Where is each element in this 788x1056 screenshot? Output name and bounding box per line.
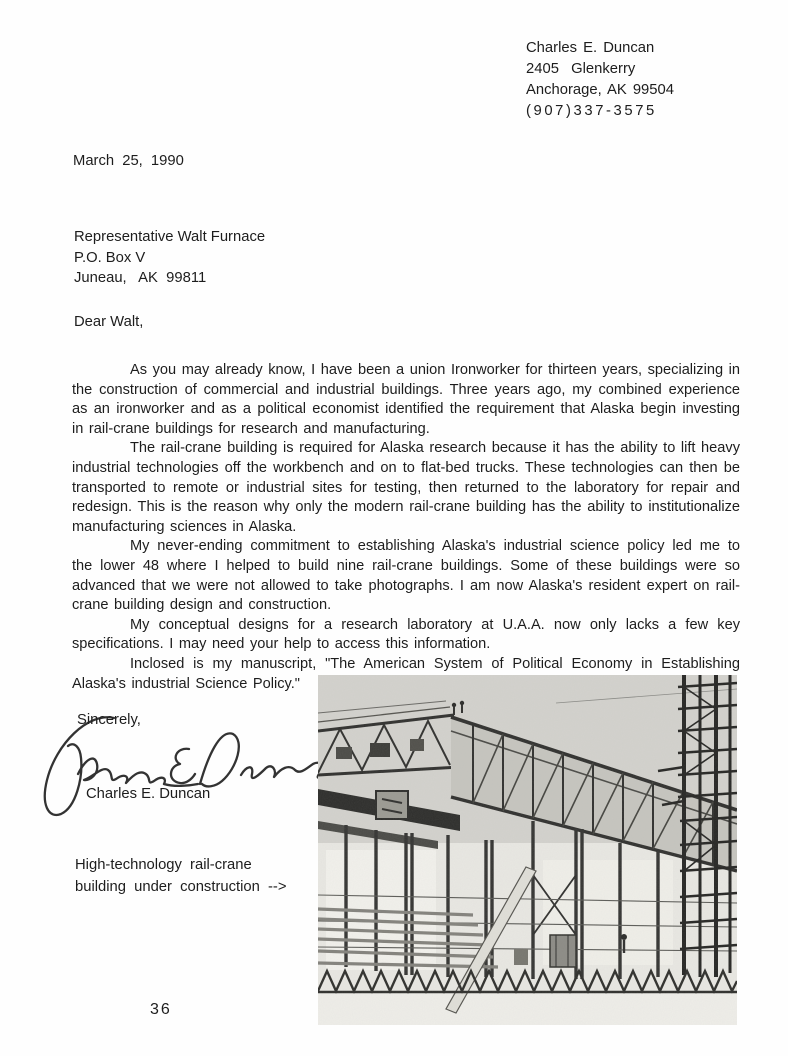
sender-name: Charles E. Duncan: [526, 40, 655, 56]
signature-script: [36, 704, 326, 824]
body-paragraph: As you may already know, I have been a union Ironworker for thirteen years, specializing in the construction of commercial and industrial buildings. Three years ago, my combined experience as an ironworker and as a political economist identified the requirement that Alaska begin investing in rail-crane buildings for research and manufacturing.: [72, 362, 740, 437]
body-paragraph: Inclosed is my manuscript, "The American System of Political Economy in Establishing Alaska's industrial Science Policy.": [72, 655, 740, 692]
body-paragraph: My conceptual designs for a research laboratory at U.A.A. now only lacks a few key specifications. I may need your help to access this information.: [72, 616, 740, 653]
photo-caption-line1: High-technology rail-crane: [75, 857, 252, 873]
recipient-name: Representative Walt Furnace: [74, 229, 266, 245]
sender-phone: (907)337-3575: [526, 103, 657, 119]
typed-signature-name: Charles E. Duncan: [86, 786, 211, 802]
body-paragraph: My never-ending commitment to establishing Alaska's industrial science policy led me to the lower 48 where I helped to build nine rail-crane buildings. Some of these buildings were so advanced that we were not allowed to take photographs. I am now Alaska's resident expert on rail-crane building design and construction.: [72, 538, 740, 614]
body-paragraph: The rail-crane building is required for Alaska research because it has the ability to lift heavy industrial technologies off the workbench and on to flat-bed trucks. These technologies can then be transported to remote or industrial sites for testing, then returned to the laboratory for repair and redesign. This is the reason why only the modern rail-crane building has the ability to institutionalize manufacturing sciences in Alaska.: [72, 440, 740, 535]
sender-address-block: [526, 38, 674, 122]
recipient-address-block: [74, 227, 265, 289]
photo-caption: [75, 855, 286, 898]
photo-caption-line2: building under construction -->: [75, 878, 287, 895]
sender-street: 2405 Glenkerry: [526, 61, 636, 77]
recipient-city: Juneau, AK 99811: [74, 270, 207, 286]
letter-body: [72, 361, 740, 694]
recipient-po-box: P.O. Box V: [74, 249, 146, 266]
salutation: Dear Walt,: [74, 314, 144, 330]
page-number: 36: [150, 1001, 172, 1018]
letter-date: March 25, 1990: [73, 153, 184, 169]
sender-city: Anchorage, AK 99504: [526, 82, 674, 98]
signoff: Sincerely,: [77, 712, 141, 728]
construction-photo: [318, 675, 737, 1025]
